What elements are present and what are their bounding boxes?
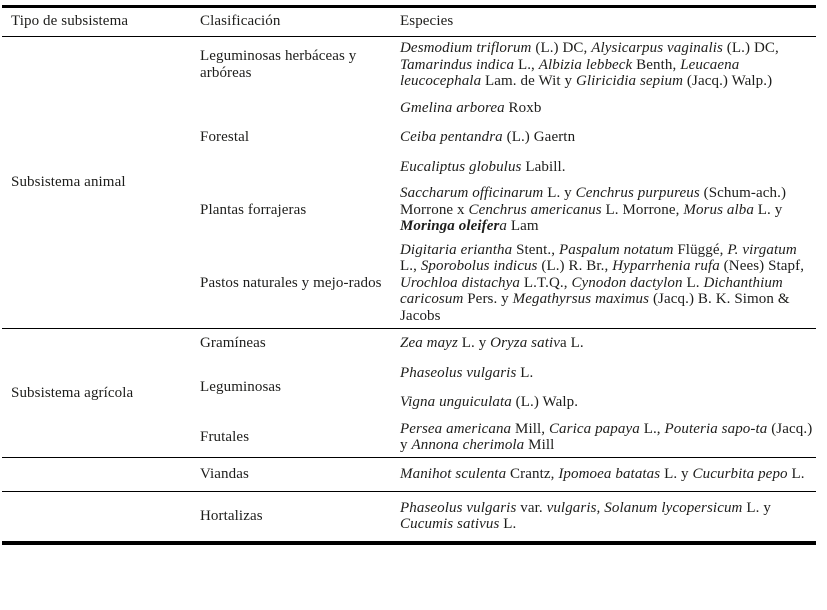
especies-cell: Phaseolus vulgaris var. vulgaris, Solanum lycopersicum L. y Cucumis sativus L. bbox=[400, 499, 771, 532]
column-header-especies: Especies bbox=[400, 7, 816, 37]
section-viandas bbox=[2, 458, 816, 492]
especies-cell: Manihot sculenta Crantz, Ipomoea batatas L. y Cucurbita pepo L. bbox=[400, 466, 805, 482]
tipo-cell-empty bbox=[2, 491, 200, 543]
especies-cell: Phaseolus vulgaris L. bbox=[400, 364, 534, 381]
column-header-clasificacion: Clasificación bbox=[200, 7, 400, 37]
table-row bbox=[2, 458, 816, 492]
especies-cell: Digitaria eriantha Stent., Paspalum notatum Flüggé, P. virgatum L., Sporobolus indicus (L.) R. Br., Hyparrhenia rufa (Nees) Stapf, Urochloa distachya L.T.Q., Cynodon dactylon L. Dichanthium caricosum Pers. y Megathyrsus maximus (Jacq.) B. K. Simon & Jacobs bbox=[400, 241, 805, 324]
especies-cell: Saccharum officinarum L. y Cenchrus purpureus (Schum-ach.) Morrone x Cenchrus americanus L. Morrone, Morus alba L. y Moringa oleifera Lam bbox=[400, 185, 787, 234]
especies-cell: Ceiba pentandra (L.) Gaertn bbox=[400, 129, 576, 145]
clasificacion-cell-frutales: Frutales bbox=[200, 428, 250, 445]
tipo-cell-subsistema-agricola: Subsistema agrícola bbox=[11, 384, 134, 401]
section-subsistema-animal bbox=[2, 36, 816, 328]
clasificacion-cell-viandas: Viandas bbox=[200, 466, 249, 482]
section-subsistema-agricola bbox=[2, 328, 816, 458]
clasificacion-cell-hortalizas: Hortalizas bbox=[200, 507, 263, 524]
especies-cell: Eucaliptus globulus Labill. bbox=[400, 158, 566, 175]
especies-cell: Vigna unguiculata (L.) Walp. bbox=[400, 394, 579, 410]
clasificacion-cell-leguminosas: Leguminosas bbox=[200, 379, 282, 396]
tipo-cell-empty bbox=[2, 458, 200, 492]
clasificacion-cell-gramineas: Gramíneas bbox=[200, 335, 266, 351]
table-row bbox=[2, 491, 816, 543]
especies-cell: Gmelina arborea Roxb bbox=[400, 99, 542, 116]
clasificacion-cell-leguminosas-herbaceas: Leguminosas herbáceas y arbóreas bbox=[200, 48, 357, 81]
clasificacion-cell-forestal: Forestal bbox=[200, 129, 250, 145]
especies-cell: Persea americana Mill, Carica papaya L., Pouteria sapo-ta (Jacq.) y Annona cherimola Mill bbox=[400, 420, 813, 453]
clasificacion-cell-plantas-forrajeras: Plantas forrajeras bbox=[200, 201, 307, 218]
section-hortalizas bbox=[2, 491, 816, 543]
species-classification-table bbox=[2, 5, 816, 545]
table-row bbox=[2, 328, 816, 358]
especies-cell: Desmodium triflorum (L.) DC, Alysicarpus vaginalis (L.) DC, Tamarindus indica L., Albizia lebbeck Benth, Leucaena leucocephala Lam. de Wit y Gliricidia sepium (Jacq.) Walp.) bbox=[400, 40, 779, 89]
especies-cell: Zea mayz L. y Oryza sativa L. bbox=[400, 335, 584, 351]
table-header bbox=[2, 7, 816, 37]
table-row bbox=[2, 36, 816, 93]
header-row bbox=[2, 7, 816, 37]
clasificacion-cell-pastos-naturales: Pastos naturales y mejo-rados bbox=[200, 274, 382, 291]
column-header-tipo-de-subsistema: Tipo de subsistema bbox=[2, 7, 200, 37]
tipo-cell-subsistema-animal: Subsistema animal bbox=[11, 173, 126, 190]
